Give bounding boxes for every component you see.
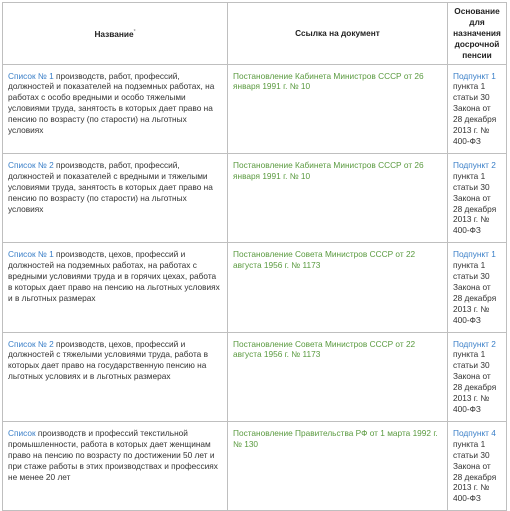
basis-link[interactable]: Подпункт 1 bbox=[453, 70, 496, 81]
basis-link[interactable]: Подпункт 2 bbox=[453, 338, 496, 349]
table-row bbox=[3, 421, 507, 510]
document-link[interactable]: Постановление Кабинета Министров СССР от 26 января 1991 г. № 10 bbox=[228, 64, 448, 153]
list-description: производств, работ, профессий, должностей и показателей на подземных работах, на работах с особо вредными и особо тяжелыми условиями труда, занятость в которых дает право на пенсию по возрасту (по старости) на льготных условиях bbox=[8, 70, 215, 136]
row-basis-cell bbox=[448, 153, 507, 242]
header-name-label: Название bbox=[94, 28, 134, 39]
basis-text: пункта 1 статьи 30 Закона от 28 декабря 2013 г. № 400-ФЗ bbox=[453, 438, 497, 504]
basis-link[interactable]: Подпункт 4 bbox=[453, 427, 496, 438]
pension-lists-table bbox=[2, 2, 507, 511]
header-name bbox=[3, 3, 228, 65]
basis-link[interactable]: Подпункт 2 bbox=[453, 159, 496, 170]
row-basis-cell bbox=[448, 332, 507, 421]
row-basis-cell bbox=[448, 243, 507, 332]
basis-link[interactable]: Подпункт 1 bbox=[453, 249, 496, 260]
document-link[interactable]: Постановление Совета Министров СССР от 22 августа 1956 г. № 1173 bbox=[228, 332, 448, 421]
row-basis-cell bbox=[448, 64, 507, 153]
list-description: производств, работ, профессий, должностей и показателей с вредными и тяжелыми условиями труда, занятость в которых дает право на пенсию по возрасту (по старости) на льготных условиях bbox=[8, 159, 213, 214]
document-link[interactable]: Постановление Совета Министров СССР от 22 августа 1956 г. № 1173 bbox=[228, 243, 448, 332]
header-name-mark: * bbox=[133, 28, 136, 35]
basis-text: пункта 1 статьи 30 Закона от 28 декабря 2013 г. № 400-ФЗ bbox=[453, 260, 497, 325]
document-link[interactable]: Постановление Правительства РФ от 1 марта 1992 г. № 130 bbox=[228, 421, 448, 510]
list-description: производств, цехов, профессий и должностей с тяжелыми условиями труда, работа в которых дает право на государственную пенсию на льготных условиях и в льготных размерах bbox=[8, 338, 208, 382]
row-name-cell bbox=[3, 243, 228, 332]
row-name-cell bbox=[3, 332, 228, 421]
list-link[interactable]: Список № 2 bbox=[8, 338, 54, 349]
row-name-cell bbox=[3, 153, 228, 242]
table-header-row bbox=[3, 3, 507, 65]
basis-text: пункта 1 статьи 30 Закона от 28 декабря 2013 г. № 400-ФЗ bbox=[453, 349, 497, 414]
list-link[interactable]: Список № 1 bbox=[8, 70, 54, 81]
table-row bbox=[3, 243, 507, 332]
table-row bbox=[3, 64, 507, 153]
list-link[interactable]: Список № 2 bbox=[8, 159, 54, 170]
list-link[interactable]: Список bbox=[8, 427, 36, 438]
row-name-cell bbox=[3, 64, 228, 153]
basis-text: пункта 1 статьи 30 Закона от 28 декабря 2013 г. № 400-ФЗ bbox=[453, 81, 497, 146]
table-row bbox=[3, 153, 507, 242]
header-basis: Основание для назначения досрочной пенсии bbox=[448, 3, 507, 65]
list-description: производств и профессий текстильной промышленности, работа в которых дает женщинам право на пенсию по возрасту по достижении 50 лет и при стаже работы в этих производствах и профессиях не менее 20 лет bbox=[8, 427, 218, 482]
header-link: Ссылка на документ bbox=[228, 3, 448, 65]
table-row bbox=[3, 332, 507, 421]
basis-text: пункта 1 статьи 30 Закона от 28 декабря 2013 г. № 400-ФЗ bbox=[453, 170, 497, 236]
list-link[interactable]: Список № 1 bbox=[8, 249, 54, 260]
row-name-cell bbox=[3, 421, 228, 510]
row-basis-cell bbox=[448, 421, 507, 510]
list-description: производств, цехов, профессий и должностей на подземных работах, на работах с вредными условиями труда и в горячих цехах, работа в которых дает право на пенсию на льготных условиях и в льготных размерах bbox=[8, 249, 220, 303]
document-link[interactable]: Постановление Кабинета Министров СССР от 26 января 1991 г. № 10 bbox=[228, 153, 448, 242]
